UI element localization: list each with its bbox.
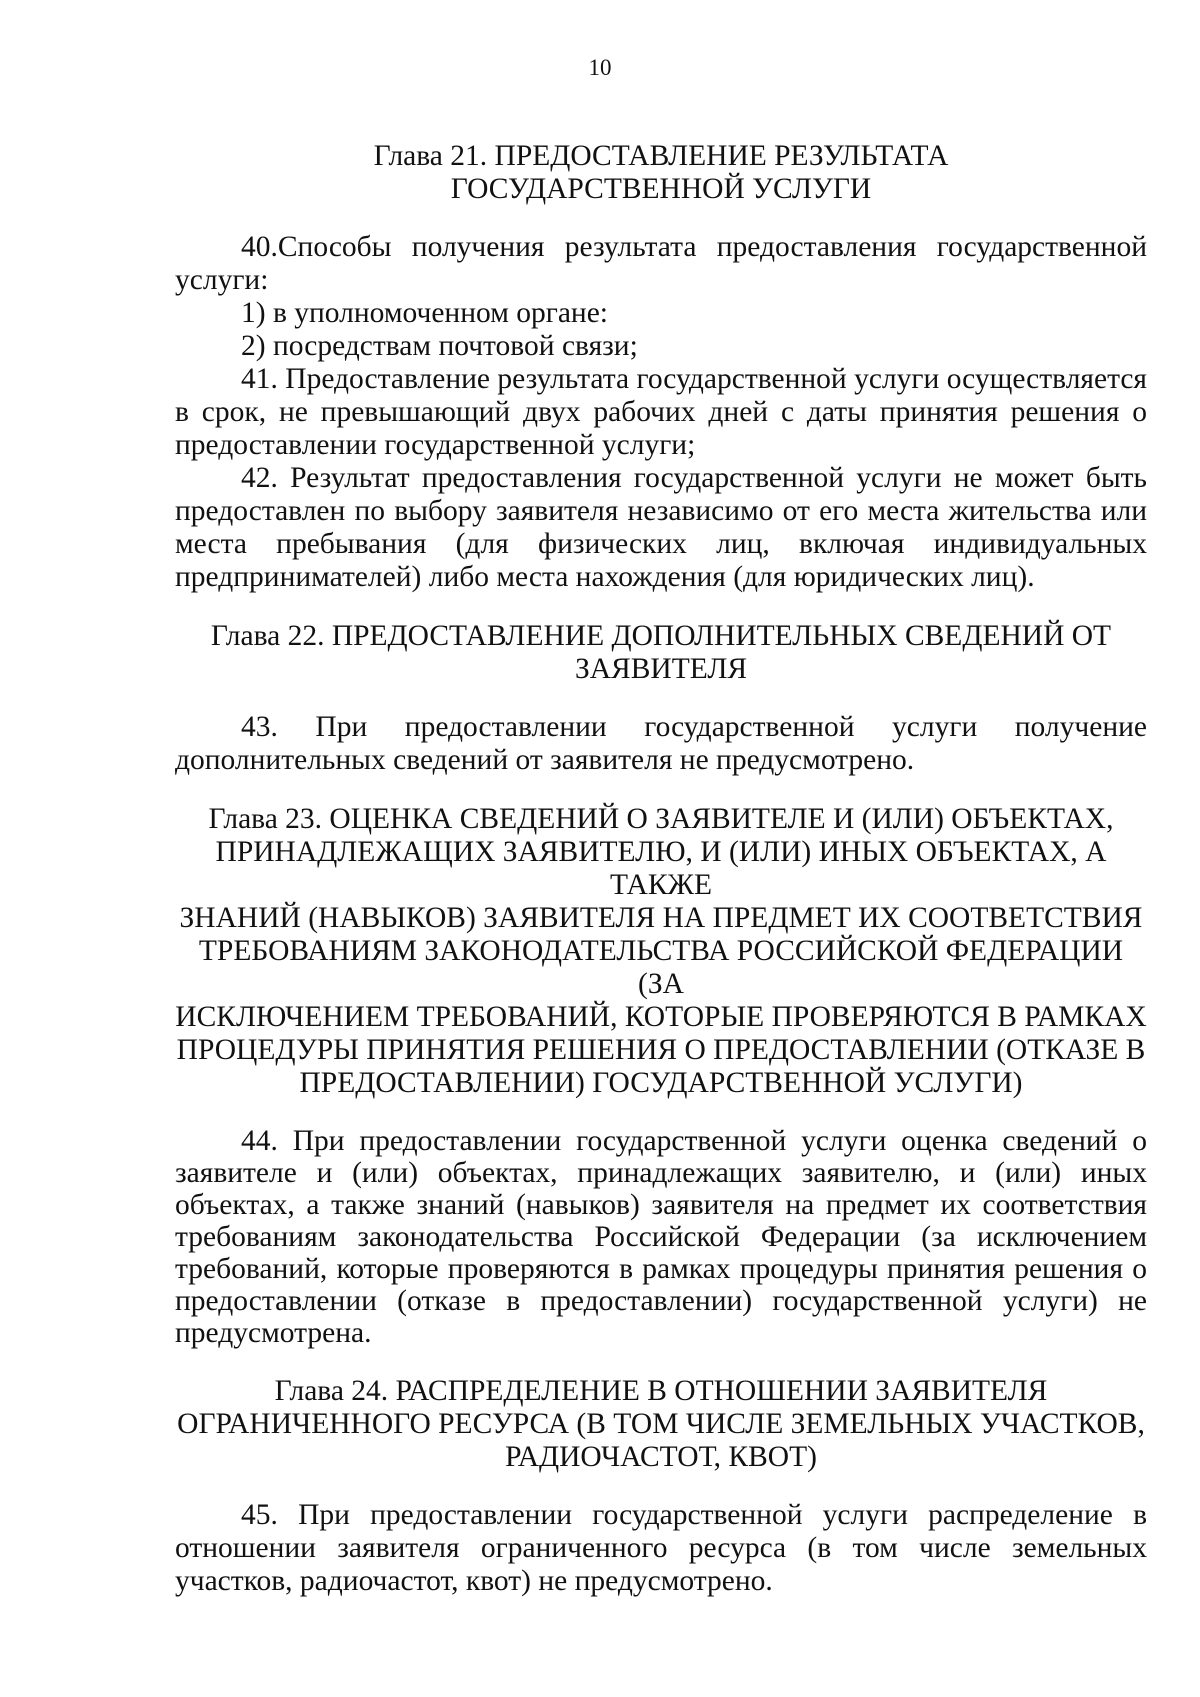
chapter-23-heading bbox=[175, 803, 1147, 1100]
paragraph-45: 45. При предоставлении государственной услуги распределение в отношении заявителя ограниченного ресурса (в том числе земельных участков, радиочастот, квот) не предусмотрено. bbox=[175, 1499, 1147, 1597]
paragraph-40: 40.Способы получения результата предоставления государственной услуги: bbox=[175, 231, 1147, 296]
heading-line: ОГРАНИЧЕННОГО РЕСУРСА (В ТОМ ЧИСЛЕ ЗЕМЕЛЬНЫХ УЧАСТКОВ, bbox=[177, 1408, 1145, 1440]
heading-line: Глава 21. ПРЕДОСТАВЛЕНИЕ РЕЗУЛЬТАТА bbox=[373, 140, 949, 172]
chapter-21-heading bbox=[175, 140, 1147, 206]
heading-line: Глава 24. РАСПРЕДЕЛЕНИЕ В ОТНОШЕНИИ ЗАЯВИТЕЛЯ bbox=[274, 1375, 1048, 1407]
heading-line: ПРОЦЕДУРЫ ПРИНЯТИЯ РЕШЕНИЯ О ПРЕДОСТАВЛЕНИИ (ОТКАЗЕ В bbox=[176, 1034, 1146, 1066]
document-body bbox=[175, 140, 1147, 1598]
paragraph-40-item-2: 2) посредствам почтовой связи; bbox=[241, 330, 638, 362]
paragraph-40-item-1: 1) в уполномоченном органе: bbox=[241, 297, 609, 329]
paragraph-44: 44. При предоставлении государственной услуги оценка сведений о заявителе и (или) объектах, принадлежащих заявителю, и (или) иных объектах, а также знаний (навыков) заявителя на предмет их соответствия требованиям законодательства Российской Федерации (за исключением требований, которые проверяются в рамках процедуры принятия решения о предоставлении (отказе в предоставлении) государственной услуги) не предусмотрена. bbox=[175, 1125, 1147, 1349]
heading-line: ПРИНАДЛЕЖАЩИХ ЗАЯВИТЕЛЮ, И (ИЛИ) ИНЫХ ОБЪЕКТАХ, А ТАКЖЕ bbox=[215, 836, 1107, 901]
heading-line: Глава 23. ОЦЕНКА СВЕДЕНИЙ О ЗАЯВИТЕЛЕ И (ИЛИ) ОБЪЕКТАХ, bbox=[208, 803, 1114, 835]
paragraph-41: 41. Предоставление результата государственной услуги осуществляется в срок, не превышающий двух рабочих дней с даты принятия решения о предоставлении государственной услуги; bbox=[175, 363, 1147, 461]
paragraph-42: 42. Результат предоставления государственной услуги не может быть предоставлен по выбору заявителя независимо от его места жительства или места пребывания (для физических лиц, включая индивидуальных предпринимателей) либо места нахождения (для юридических лиц). bbox=[175, 462, 1147, 593]
heading-line: ИСКЛЮЧЕНИЕМ ТРЕБОВАНИЙ, КОТОРЫЕ ПРОВЕРЯЮТСЯ В РАМКАХ bbox=[175, 1001, 1147, 1033]
page-number: 10 bbox=[588, 55, 612, 80]
heading-line: ЗАЯВИТЕЛЯ bbox=[574, 653, 748, 685]
chapter-24-heading bbox=[175, 1375, 1147, 1474]
heading-line: ТРЕБОВАНИЯМ ЗАКОНОДАТЕЛЬСТВА РОССИЙСКОЙ ФЕДЕРАЦИИ (ЗА bbox=[198, 935, 1124, 1000]
chapter-22-heading bbox=[175, 620, 1147, 686]
heading-line: Глава 22. ПРЕДОСТАВЛЕНИЕ ДОПОЛНИТЕЛЬНЫХ СВЕДЕНИЙ ОТ bbox=[210, 620, 1112, 652]
paragraph-43: 43. При предоставлении государственной услуги получение дополнительных сведений от заявителя не предусмотрено. bbox=[175, 711, 1147, 776]
heading-line: РАДИОЧАСТОТ, КВОТ) bbox=[505, 1441, 817, 1473]
heading-line: ПРЕДОСТАВЛЕНИИ) ГОСУДАРСТВЕННОЙ УСЛУГИ) bbox=[299, 1067, 1023, 1099]
heading-line: ЗНАНИЙ (НАВЫКОВ) ЗАЯВИТЕЛЯ НА ПРЕДМЕТ ИХ СООТВЕТСТВИЯ bbox=[179, 902, 1143, 934]
heading-line: ГОСУДАРСТВЕННОЙ УСЛУГИ bbox=[450, 173, 872, 205]
